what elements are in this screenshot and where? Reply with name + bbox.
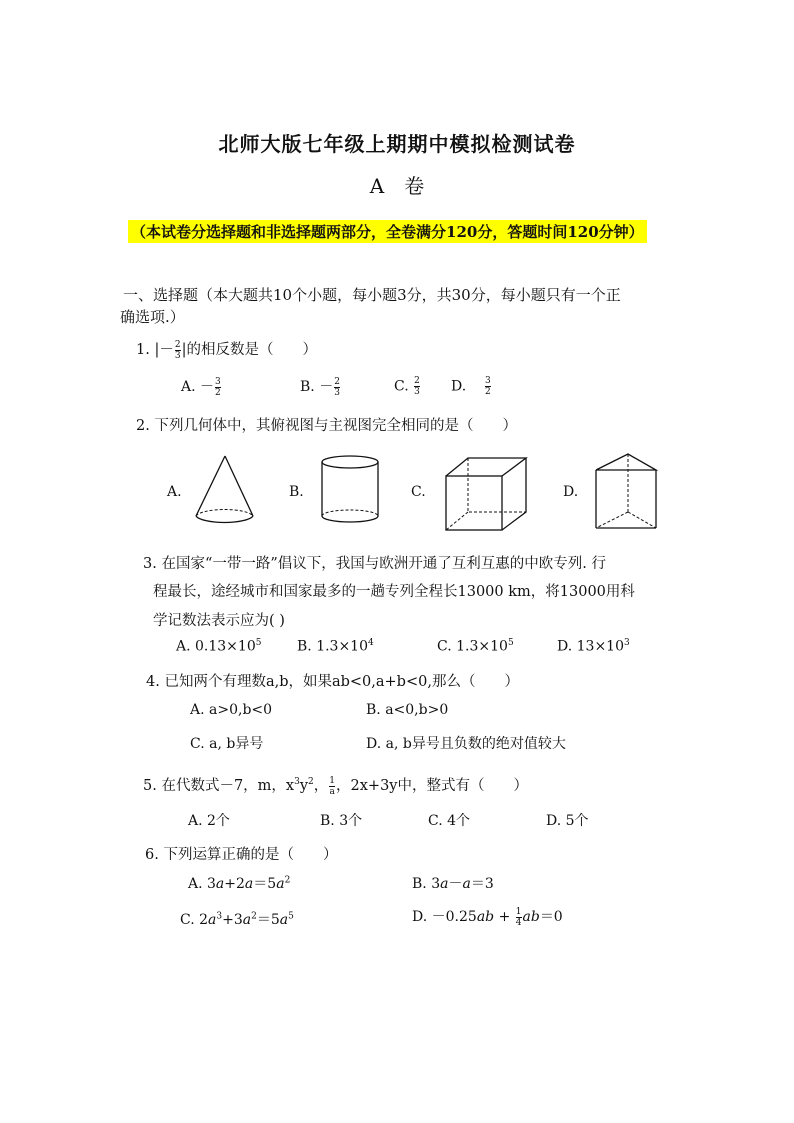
page-subtitle: A 卷 (369, 174, 425, 198)
question-number: 1. (136, 342, 150, 358)
q5-option-b: B. 3个 (320, 813, 363, 829)
section-heading-line2: 确选项.） (120, 308, 185, 326)
q5-option-d: D. 5个 (546, 813, 589, 829)
q1-option-a: A. － $\frac{3}{2}$ (181, 376, 221, 398)
q2-option-c-label: C. (411, 484, 426, 500)
q4-option-b: B. a<0,b>0 (366, 702, 449, 718)
q6-option-b: B. 3a－a＝3 (412, 876, 494, 892)
prism-figure (592, 450, 662, 532)
section-heading-line1: 一、选择题（本大题共10个小题，每小题3分，共30分，每小题只有一个正 (123, 286, 621, 304)
cone-figure (190, 452, 260, 528)
question-4: 4. 已知两个有理数a,b，如果ab<0,a+b<0,那么（ ） (146, 674, 519, 690)
question-1 (136, 338, 317, 361)
q6-option-d: D. －0.25ab + $\frac{1}{4}$ ab＝0 (412, 906, 563, 928)
question-5: 5. 在代数式－7，m，$x^3y^2$， $\frac{1}{a}$ ，2x+3y中，整式有（ ） (143, 775, 528, 797)
q3-option-d: D. $13\times 10^3$ (557, 638, 630, 655)
q2-option-d-label: D. (563, 484, 579, 500)
q3-option-c: C. $1.3\times 10^5$ (437, 638, 514, 655)
question-3-line3: 学记数法表示应为( ) (153, 613, 285, 629)
q5-option-c: C. 4个 (428, 813, 471, 829)
q4-option-c: C. a, b异号 (190, 736, 264, 752)
fraction: $\frac{1}{a}$ (329, 775, 336, 797)
abs-prefix: |－ (154, 342, 174, 358)
q3-option-b: B. $1.3\times 10^4$ (297, 638, 374, 655)
cube-figure (442, 454, 532, 534)
question-text: |的相反数是（ ） (181, 342, 317, 358)
q2-option-b-label: B. (289, 484, 304, 500)
question-3-line1: 3. 在国家“一带一路”倡议下，我国与欧洲开通了互利互惠的中欧专列. 行 (143, 556, 606, 572)
q6-option-c: C. $2a^3+3a^2=5a^5$ (180, 911, 294, 928)
q5-option-a: A. 2个 (188, 813, 230, 829)
q4-option-a: A. a>0,b<0 (190, 702, 273, 718)
exam-notice: （本试卷分选择题和非选择题两部分，全卷满分120分，答题时间120分钟） (128, 220, 647, 243)
cylinder-figure (316, 452, 384, 528)
q1-option-b: B. － $\frac{2}{3}$ (300, 376, 340, 398)
page-title: 北师大版七年级上期期中模拟检测试卷 (218, 132, 576, 156)
question-3-line2: 程最长，途经城市和国家最多的一趟专列全程长13000 km，将13000用科 (153, 584, 635, 600)
q1-option-d: D. $\frac{3}{2}$ (451, 376, 491, 397)
question-2: 2. 下列几何体中，其俯视图与主视图完全相同的是（ ） (136, 418, 517, 434)
q6-option-a: A. $3a+2a=5a^2$ (188, 875, 291, 892)
question-6: 6. 下列运算正确的是（ ） (145, 847, 338, 863)
fraction: $\frac{2}{3}$ (174, 339, 181, 361)
q1-option-c: C. $\frac{2}{3}$ (394, 376, 420, 397)
q3-option-a: A. $0.13\times 10^5$ (176, 638, 262, 655)
q4-option-d: D. a, b异号且负数的绝对值较大 (366, 736, 566, 752)
q2-option-a-label: A. (167, 484, 182, 500)
